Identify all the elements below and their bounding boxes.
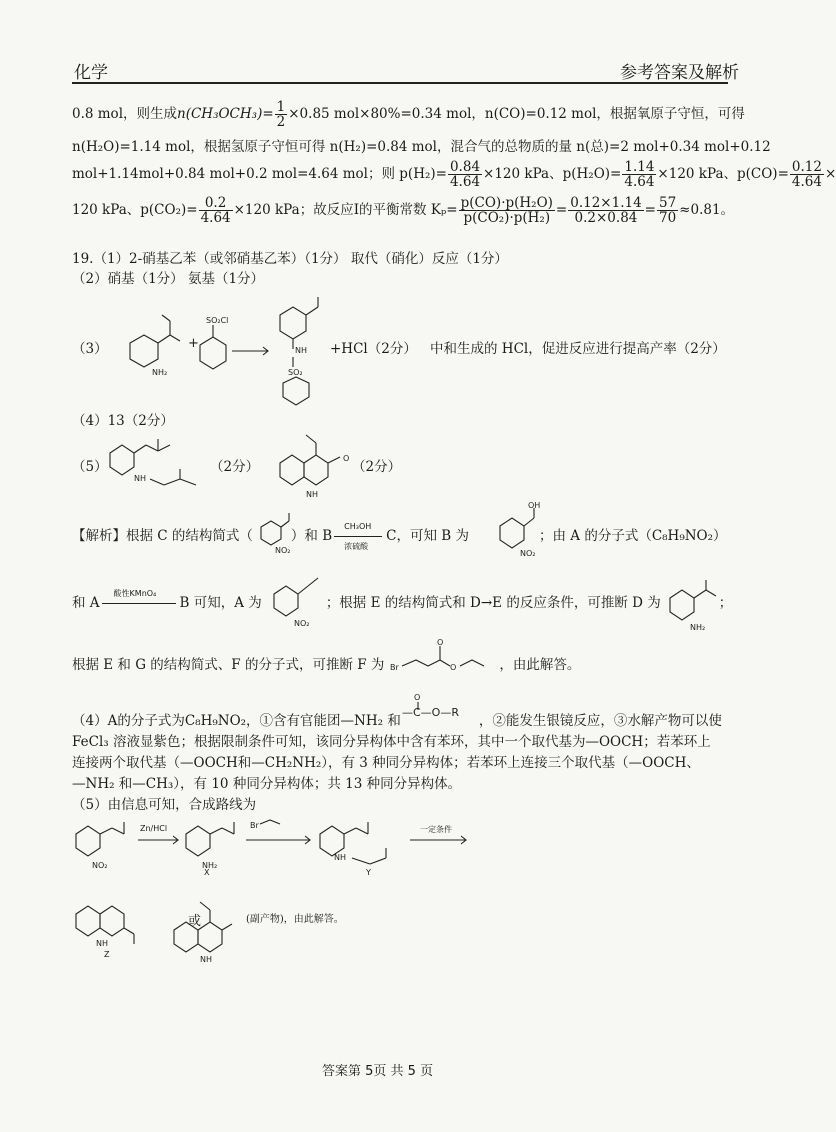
synthesis-route-row-1 — [70, 810, 490, 890]
svg-text:O: O — [450, 663, 457, 672]
svg-text:NH: NH — [295, 346, 307, 355]
svg-text:Br: Br — [250, 821, 259, 830]
q19-part2: （2）硝基（1分） 氨基（1分） — [72, 271, 265, 287]
svg-text:O: O — [437, 638, 444, 647]
svg-text:NO₂: NO₂ — [520, 549, 536, 558]
svg-text:NH: NH — [306, 490, 318, 499]
fraction: $\frac{57}{70}$ — [658, 195, 677, 226]
label-z: Z — [104, 950, 110, 959]
compound-b-structure — [490, 498, 550, 558]
fraction: $\frac{1}{2}$ — [276, 99, 286, 130]
svg-text:NH: NH — [96, 939, 108, 948]
compound-x-structure — [186, 822, 234, 870]
svg-text:NH: NH — [334, 853, 346, 862]
analysis-4-line-4: —NH₂ 和—CH₃），有 10 种同分异构体；共 13 种同分异构体。 — [72, 776, 462, 792]
byproduct-note: (副产物)，由此解答。 — [246, 914, 344, 925]
fraction: $\frac{0.84}{4.64}$ — [449, 159, 481, 190]
calc-line-2: n(H₂O)=1.14 mol，根据氢原子守恒可得 n(H₂)=0.84 mol，混合气的总物质的量 n(总)=2 mol+0.34 mol+0.12 — [72, 139, 771, 155]
analysis-line-1: 【解析】根据 C 的结构简式（ ）和 B CH₃OH 浓硫酸 C，可知 B 为 ；由 A 的分子式（C₈H₉NO₂） — [72, 522, 727, 551]
fraction: $\frac{\text{p(CO)·p(H₂O)}}{\text{p(CO₂)·p(H₂)}}$ — [460, 195, 553, 226]
section-title: 参考答案及解析 — [620, 63, 739, 83]
q19-part4: （4）13（2分） — [72, 413, 174, 429]
q19-part3-product: +HCl（2分） — [330, 341, 417, 357]
arrow-ch3oh: CH₃OH 浓硫酸 — [332, 530, 386, 540]
svg-text:NH: NH — [134, 474, 146, 483]
q19-part3-label: （3） — [72, 341, 108, 357]
analysis-line-3: 根据 E 和 G 的结构简式、F 的分子式，可推断 F 为 ，由此解答。 — [72, 657, 581, 673]
methyl-anthranilate-structure — [130, 315, 180, 377]
header-rule — [72, 82, 728, 84]
analysis-5-intro: （5）由信息可知，合成路线为 — [72, 797, 257, 813]
svg-text:NH₂: NH₂ — [690, 623, 706, 632]
diester-structure — [110, 439, 196, 485]
calc-line-4: 120 kPa、p(CO₂)= $\frac{0.2}{4.64}$ ×120 kPa；故反应Ⅰ的平衡常数 Kₚ= $\frac{\text{p(CO)·p(H₂O)}}{\text{p(CO₂)·p(H₂)}}$ = $\frac{0.12\times 1.14}{0.2\times 0.84}$ = $\frac{57}{70}$ ≈0.81。 — [72, 195, 735, 226]
svg-text:O: O — [343, 454, 350, 463]
subject-label: 化学 — [74, 63, 108, 83]
svg-text:NH₂: NH₂ — [202, 861, 218, 870]
route-arrow-label-1: Zn/HCl — [140, 824, 168, 833]
compound-y-structure — [320, 822, 386, 864]
sulfonamide-product-structure — [280, 297, 318, 405]
label-x: X — [204, 868, 210, 877]
svg-text:NH₂: NH₂ — [152, 368, 168, 377]
compound-d-structure — [660, 572, 732, 634]
fraction: $\frac{1.14}{4.64}$ — [624, 159, 655, 190]
q19-part3-reason: 中和生成的 HCl，促进反应进行提高产率（2分） — [430, 341, 726, 357]
analysis-4-line-1: （4）A的分子式为C₈H₉NO₂，①含有官能团—NH₂ 和 ，②能发生银镜反应，③水解产物可以使 — [72, 713, 722, 729]
tetrahydroquinolinone-byproduct-structure — [174, 902, 232, 964]
q19-part5-score-1: （2分） — [210, 459, 260, 475]
route-arrow-label-3: 一定条件 — [420, 825, 452, 834]
benzenesulfonyl-chloride-structure — [200, 316, 228, 369]
svg-text:NO₂: NO₂ — [92, 861, 108, 870]
svg-text:OH: OH — [528, 501, 541, 510]
page-footer: 答案第 5页 共 5 页 — [322, 1064, 434, 1079]
compound-f-structure — [388, 638, 498, 680]
fraction: $\frac{0.2}{4.64}$ — [200, 195, 231, 226]
analysis-4-line-2: FeCl₃ 溶液显紫色；根据限制条件可知，该同分异构体中含有苯环，其中一个取代基为—OOCH；若苯环上 — [72, 734, 711, 750]
tetrahydroquinolinone-structure — [280, 435, 349, 499]
calc-line-1 — [72, 100, 745, 129]
svg-text:Br: Br — [390, 663, 399, 672]
calc-text: ×0.85 mol×80%=0.34 mol，n(CO)=0.12 mol，根据氧原子守恒，可得 — [288, 106, 745, 122]
or-text: 或 — [188, 914, 202, 929]
q19-part1: 19.（1）2-硝基乙苯（或邻硝基乙苯）（1分） 取代（硝化）反应（1分） — [72, 251, 508, 267]
calc-text: 0.8 mol，则生成 — [72, 106, 178, 122]
calc-line-3: mol+1.14mol+0.84 mol+0.2 mol=4.64 mol；则 p(H₂)= $\frac{0.84}{4.64}$ ×120 kPa、p(H₂O)= $\frac{1.14}{4.64}$ ×120 kPa、p(CO)= $\frac{0.12}{4.64}$ × — [72, 159, 836, 190]
compound-a-structure — [268, 570, 332, 630]
svg-text:SO₂: SO₂ — [288, 368, 303, 377]
svg-text:NH: NH — [200, 955, 212, 964]
q19-part5-score-2: （2分） — [352, 459, 402, 475]
svg-text:NO₂: NO₂ — [294, 619, 310, 628]
label-y: Y — [366, 868, 371, 877]
analysis-4-line-3: 连接两个取代基（—OOCH和—CH₂NH₂），有 3 种同分异构体；若苯环上连接三个取代基（—OOCH、 — [72, 755, 700, 771]
svg-text:O: O — [414, 693, 421, 702]
compound-c-structure — [255, 505, 295, 555]
q19-part5-label: （5） — [72, 459, 108, 475]
analysis-line-2: 和 A 酸性KMnO₄ B 可知，A 为 ；根据 E 的结构简式和 D→E 的反应条件，可推断 D 为 ； — [72, 589, 733, 611]
svg-text:SO₂Cl: SO₂Cl — [206, 316, 229, 325]
fraction: $\frac{0.12\times 1.14}{0.2\times 0.84}$ — [570, 195, 642, 226]
svg-text:—C—O—R: —C—O—R — [402, 706, 459, 719]
calc-text: n(CH₃OCH₃)= — [177, 106, 274, 122]
arrow-kmno4: 酸性KMnO₄ — [100, 597, 180, 607]
fraction: $\frac{0.12}{4.64}$ — [791, 159, 822, 190]
nitro-ester-structure — [76, 822, 124, 870]
svg-text:+: + — [188, 336, 199, 351]
compound-z-structure — [76, 906, 134, 948]
svg-text:NO₂: NO₂ — [275, 546, 291, 555]
synthesis-route-row-2 — [70, 890, 270, 970]
